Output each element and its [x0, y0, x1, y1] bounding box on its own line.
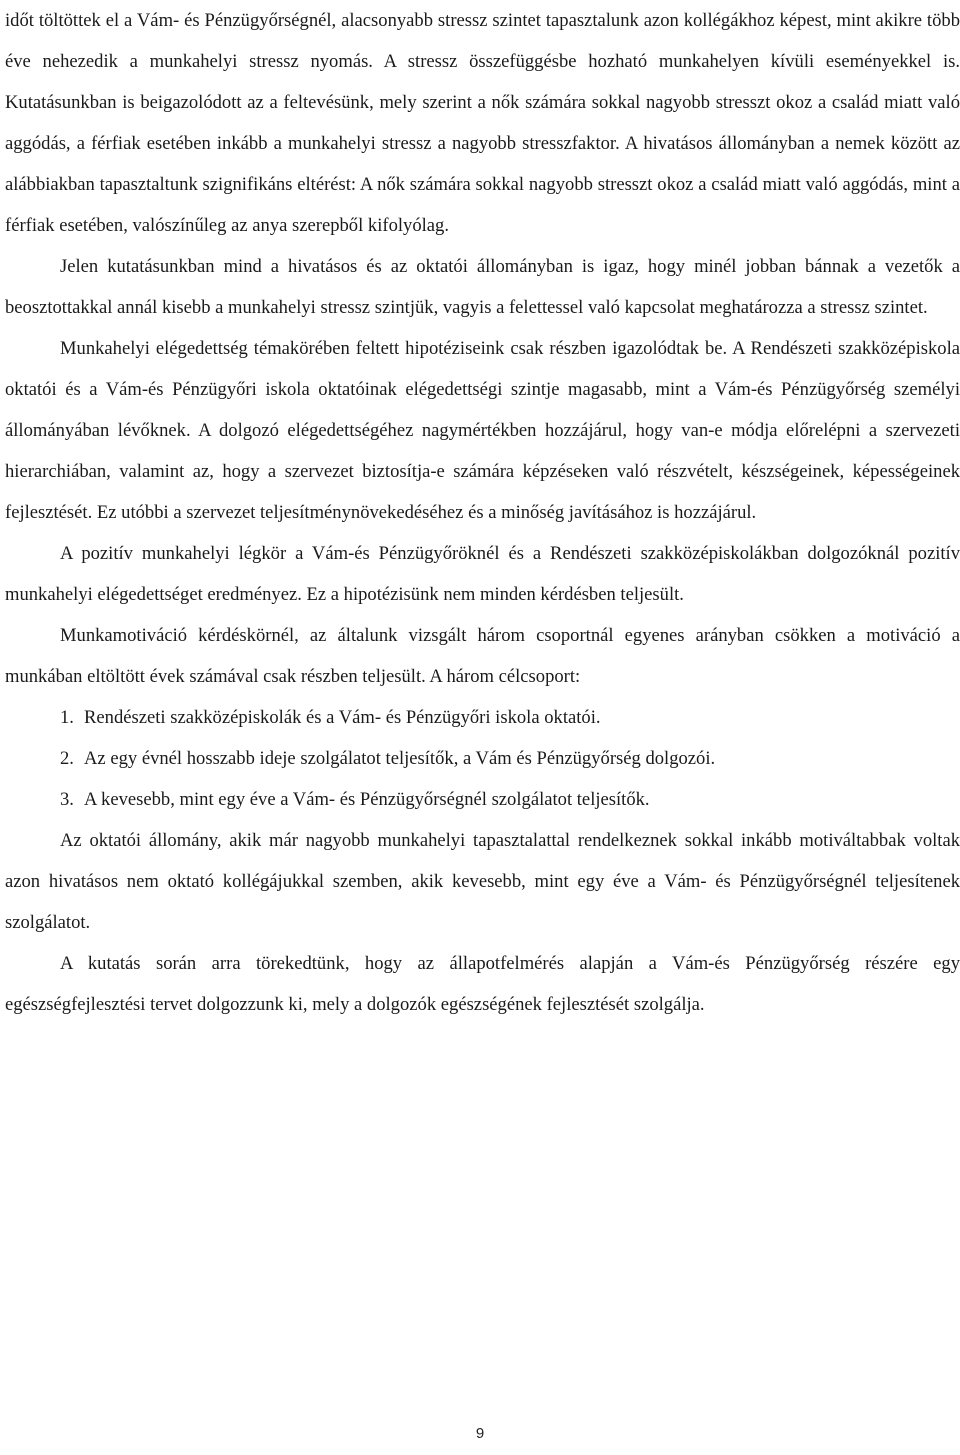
list-item-text: A kevesebb, mint egy éve a Vám- és Pénzügyőrségnél szolgálatot teljesítők. — [84, 789, 650, 810]
list-item — [5, 697, 960, 738]
document-body — [5, 0, 960, 1025]
list-item-number: 3. — [60, 789, 74, 810]
paragraph-motivation: Munkamotiváció kérdéskörnél, az általunk vizsgált három csoportnál egyenes arányban csökken a motiváció a munkában eltöltött évek számával csak részben teljesült. A három célcsoport: — [5, 625, 960, 687]
paragraph-workplace-climate: A pozitív munkahelyi légkör a Vám-és Pénzügyőröknél és a Rendészeti szakközépiskolákban dolgozóknál pozitív munkahelyi elégedettséget eredményez. Ez a hipotézisünk nem minden kérdésben teljesült. — [5, 543, 960, 605]
list-item-number: 1. — [60, 707, 74, 728]
list-item-text: Az egy évnél hosszabb ideje szolgálatot teljesítők, a Vám és Pénzügyőrség dolgozói. — [84, 748, 716, 769]
page-number: 9 — [475, 1425, 485, 1442]
paragraph-health-plan: A kutatás során arra törekedtünk, hogy az állapotfelmérés alapján a Vám-és Pénzügyőrség részére egy egészségfejlesztési tervet dolgozzunk ki, mely a dolgozók egészségének fejlesztését szolgálja. — [5, 953, 960, 1015]
paragraph-leadership-stress: Jelen kutatásunkban mind a hivatásos és az oktatói állományban is igaz, hogy minél jobban bánnak a vezetők a beosztottakkal annál kisebb a munkahelyi stressz szintjük, vagyis a felettessel való kapcsolat meghatározza a stressz szintet. — [5, 256, 960, 318]
list-item — [5, 779, 960, 820]
list-item — [5, 738, 960, 779]
paragraph-job-satisfaction: Munkahelyi elégedettség témakörében feltett hipotéziseink csak részben igazolódtak be. A Rendészeti szakközépiskola oktatói és a Vám-és Pénzügyőri iskola oktatóinak elégedettségi szintje magasabb, mint a Vám-és Pénzügyőrség személyi állományában lévőknek. A dolgozó elégedettségéhez nagymértékben hozzájárul, hogy van-e módja előrelépni a szervezeti hierarchiában, valamint az, hogy a szervezet biztosítja-e számára képzéseken való részvételt, készségeinek, képességeinek fejlesztését. Ez utóbbi a szervezet teljesítménynövekedéséhez és a minőség javításához is hozzájárul. — [5, 338, 960, 523]
paragraph-stress-factors: időt töltöttek el a Vám- és Pénzügyőrségnél, alacsonyabb stressz szintet tapasztalunk azon kollégákhoz képest, mint akikre több éve nehezedik a munkahelyi stressz nyomás. A stressz összefüggésbe hozható munkahelyen kívüli eseményekkel is. Kutatásunkban is beigazolódott az a feltevésünk, mely szerint a nők számára sokkal nagyobb stresszt okoz a család miatt való aggódás, a férfiak esetében inkább a munkahelyi stressz a nagyobb stresszfaktor. A hivatásos állományban a nemek között az alábbiakban tapasztaltunk szignifikáns eltérést: A nők számára sokkal nagyobb stresszt okoz a család miatt való aggódás, mint a férfiak esetében, valószínűleg az anya szerepből kifolyólag. — [5, 10, 960, 236]
paragraph-teacher-motivation: Az oktatói állomány, akik már nagyobb munkahelyi tapasztalattal rendelkeznek sokkal inkább motiváltabbak voltak azon hivatásos nem oktató kollégájukkal szemben, akik kevesebb, mint egy éve a Vám- és Pénzügyőrségnél teljesítenek szolgálatot. — [5, 830, 960, 933]
list-item-text: Rendészeti szakközépiskolák és a Vám- és Pénzügyőri iskola oktatói. — [84, 707, 601, 728]
list-item-number: 2. — [60, 748, 74, 769]
